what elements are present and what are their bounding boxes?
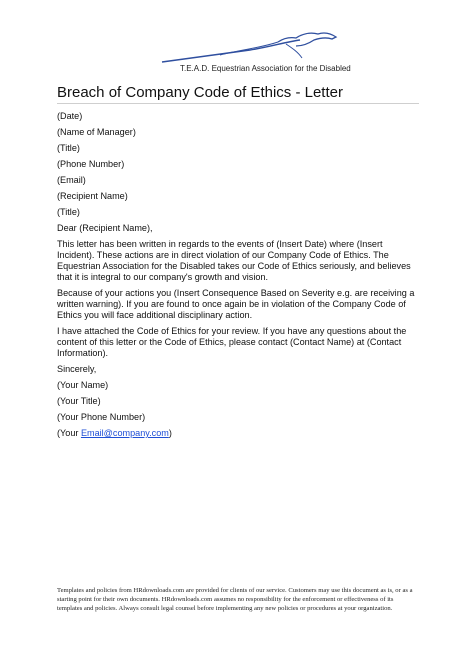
signature-email-suffix: ) xyxy=(168,428,172,438)
recipient-title-line: (Title) xyxy=(57,207,80,217)
paragraph-contact: I have attached the Code of Ethics for your review. If you have any questions about the content of this letter or the Code of Ethics, please contact (Contact Name) at (Contact Information). xyxy=(57,326,407,358)
horse-logo-icon xyxy=(160,28,340,68)
title-divider xyxy=(57,103,419,104)
closing-sincerely: Sincerely, xyxy=(57,364,97,374)
page-title: Breach of Company Code of Ethics - Letter xyxy=(57,84,343,101)
org-name: T.E.A.D. Equestrian Association for the Disabled xyxy=(180,64,351,73)
footer-disclaimer: Templates and policies from HRdownloads.com are provided for clients of our service. Customers may use this document as is, or as a starting point for their own documents. HRdownloads.com assumes no responsibility for the enforcement or effectiveness of its templates and policies. Always consult legal counsel before implementing any new policies or procedures at your organization. xyxy=(57,587,413,612)
signature-phone: (Your Phone Number) xyxy=(57,412,146,422)
signature-title: (Your Title) xyxy=(57,396,101,406)
title-line: (Title) xyxy=(57,143,80,153)
salutation: Dear (Recipient Name), xyxy=(57,223,153,233)
letter-body xyxy=(57,111,422,444)
date-line: (Date) xyxy=(57,111,83,121)
signature-email-prefix: (Your xyxy=(57,428,81,438)
paragraph-consequence: Because of your actions you (Insert Consequence Based on Severity e.g. are receiving a written warning). If you are found to once again be in violation of the Company Code of Ethics you will face additional disciplinary action. xyxy=(57,288,415,320)
paragraph-incident: This letter has been written in regards to the events of (Insert Date) where (Insert Incident). These actions are in direct violation of our Company Code of Ethics. The Equestrian Association for the Disabled takes our Code of Ethics seriously, and believes that it is integral to our company's growth and vision. xyxy=(57,239,411,282)
recipient-line: (Recipient Name) xyxy=(57,191,128,201)
signature-email-line xyxy=(57,428,422,439)
manager-line: (Name of Manager) xyxy=(57,127,136,137)
phone-line: (Phone Number) xyxy=(57,159,125,169)
email-link[interactable]: Email@company.com xyxy=(80,428,169,438)
signature-name: (Your Name) xyxy=(57,380,109,390)
email-line: (Email) xyxy=(57,175,86,185)
